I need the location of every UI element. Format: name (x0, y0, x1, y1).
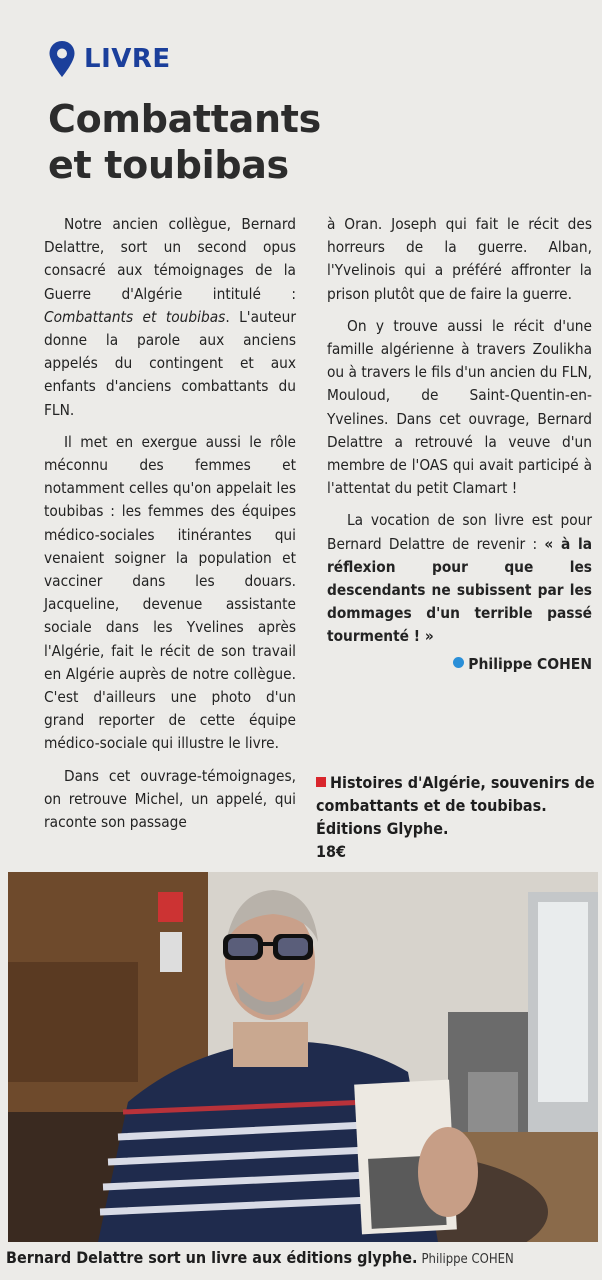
paragraph-1-text-a: Notre ancien collègue, Bernard Delattre, sort un second opus consacré aux témoignages de la Guerre d'Algérie intitulé : (44, 215, 296, 303)
red-square-bullet-icon (316, 777, 326, 787)
paragraph-2: Il met en exergue aussi le rôle méconnu des femmes et notamment celles qu'on appelait les toubibas : les femmes des équipes médico-sociales itinérantes qui venaient soigner la population et vacciner dans les douars. Jacqueline, devenue assistante sociale dans les Yvelines après l'Algérie, fait le récit de son travail en Algérie auprès de notre collègue. C'est d'ailleurs une photo d'un grand reporter de cette équipe médico-sociale qui illustre le livre. (44, 432, 296, 753)
book-info-box (316, 771, 596, 863)
photo-caption (6, 1248, 598, 1267)
article-column-left (44, 213, 296, 834)
paragraph-5 (327, 509, 592, 648)
book-price: 18€ (316, 842, 347, 861)
paragraph-1-text-b: . L'auteur donne la parole aux anciens appelés du contingent et aux enfants d'anciens combattants du FLN. (44, 307, 296, 419)
photo-credit: Philippe COHEN (421, 1252, 514, 1267)
title-line-2: et toubibas (48, 143, 289, 187)
book-info-text: Histoires d'Algérie, souvenirs de combattants et de toubibas. Éditions Glyphe. (316, 773, 595, 838)
author-name: Philippe COHEN (468, 654, 592, 673)
title-line-1: Combattants (48, 97, 321, 141)
paragraph-5-text: La vocation de son livre est pour Bernard Delattre de revenir : (327, 511, 592, 553)
author-photo (8, 872, 598, 1242)
paragraph-4: On y trouve aussi le récit d'une famille algérienne à travers Zoulikha ou à travers le fils d'un ancien du FLN, Mouloud, de Saint-Quentin-en-Yvelines. Dans cet ouvrage, Bernard Delattre a retrouvé la veuve d'un membre de l'OAS qui avait participé à l'attentat du petit Clamart ! (327, 316, 592, 498)
article-title (48, 96, 368, 188)
paragraph-3-continued: à Oran. Joseph qui fait le récit des horreurs de la guerre. Alban, l'Yvelinois qui a préféré affronter la prison plutôt que de faire la guerre. (327, 215, 592, 303)
rubric-header (48, 40, 171, 78)
book-title-inline: Combattants et toubibas (44, 307, 226, 326)
author-quote: « à la réflexion pour que les descendants ne subissent par les dommages d'un terrible passé tourmenté ! » (327, 534, 592, 646)
photo-illustration (8, 872, 598, 1242)
article-signature (327, 653, 592, 676)
paragraph-1 (44, 213, 296, 422)
article-column-right (327, 213, 592, 676)
paragraph-3: Dans cet ouvrage-témoignages, on retrouve Michel, un appelé, qui raconte son passage (44, 766, 296, 832)
rubric-label: LIVRE (84, 44, 171, 74)
author-dot-icon (453, 657, 464, 668)
caption-text: Bernard Delattre sort un livre aux éditions glyphe. (6, 1248, 418, 1267)
location-pin-icon (48, 40, 76, 78)
